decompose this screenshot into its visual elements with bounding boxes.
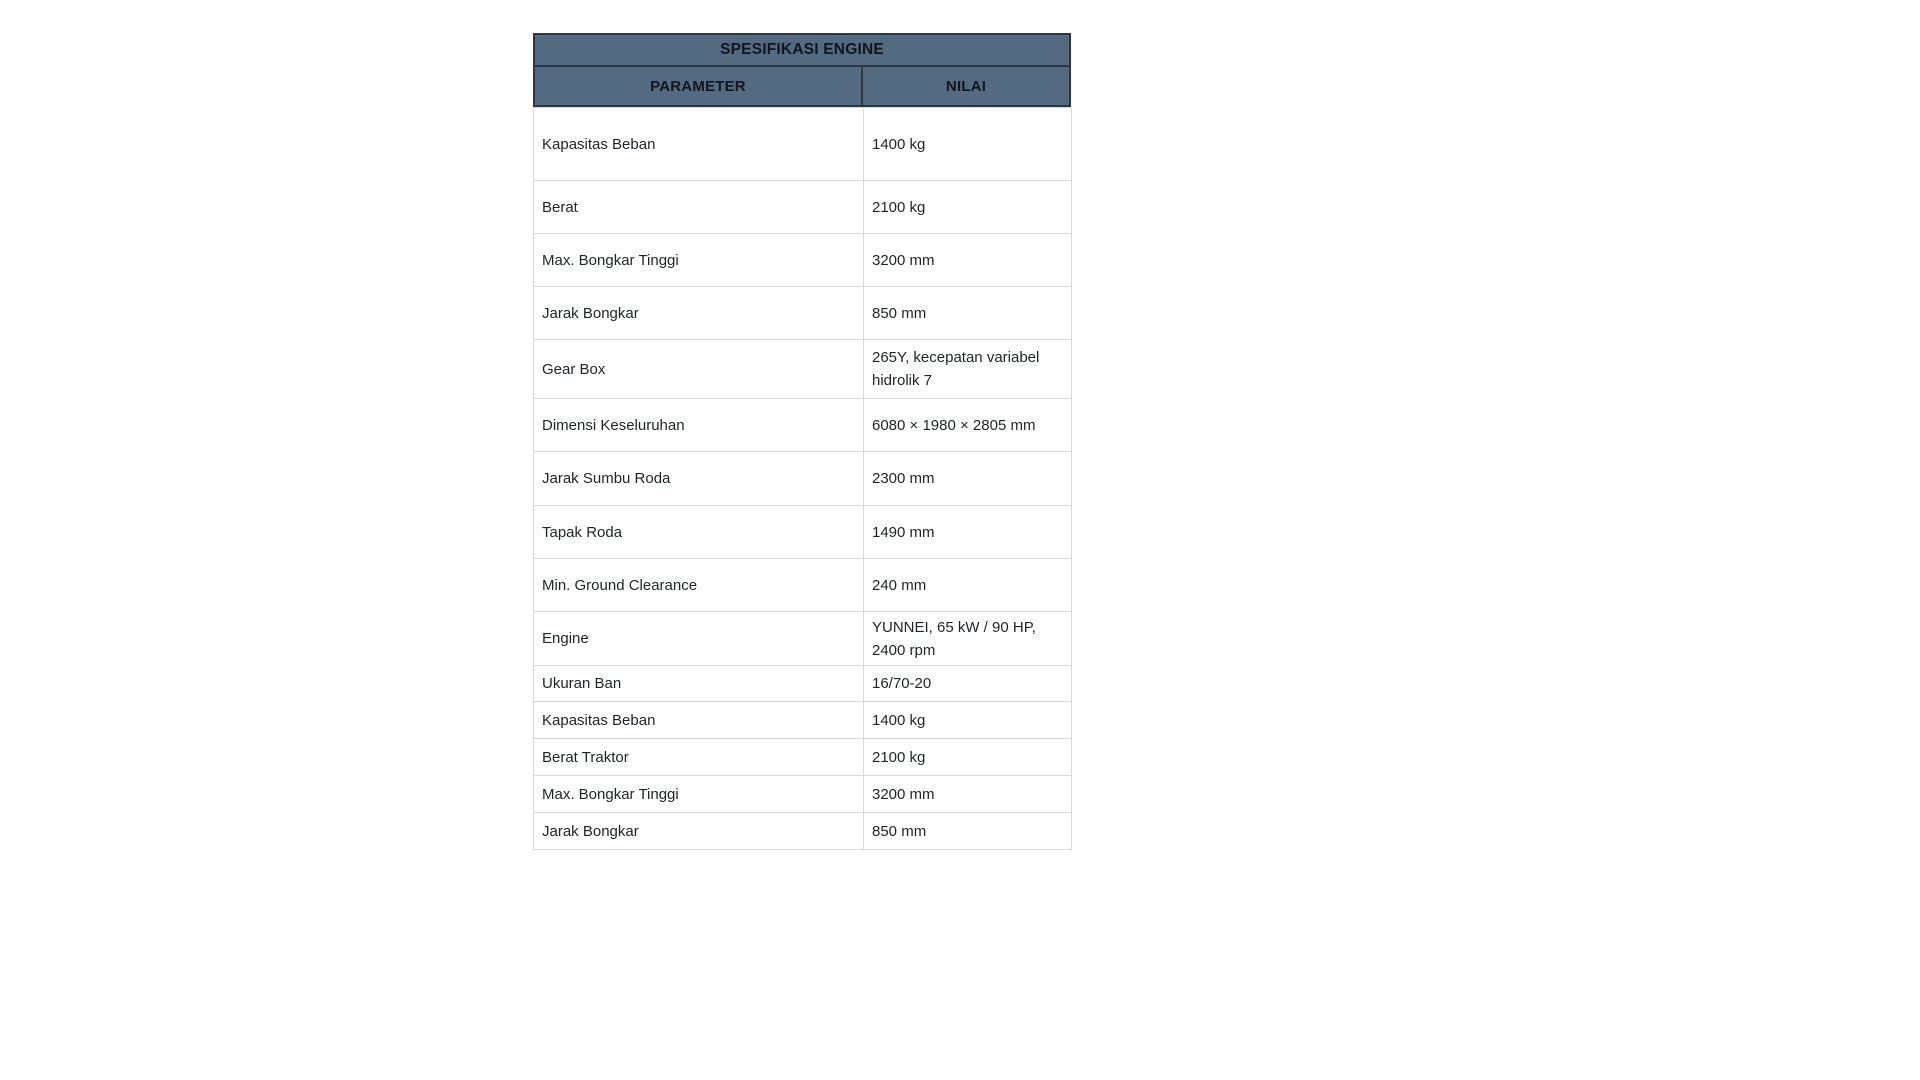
value-cell: 2300 mm	[864, 452, 1072, 506]
value-cell: 850 mm	[864, 287, 1072, 340]
table-row	[534, 399, 1072, 452]
parameter-cell: Ukuran Ban	[534, 666, 864, 702]
table-row	[534, 776, 1072, 813]
table-row	[534, 506, 1072, 559]
value-cell: 240 mm	[864, 559, 1072, 612]
parameter-cell: Tapak Roda	[534, 506, 864, 559]
parameter-cell: Dimensi Keseluruhan	[534, 399, 864, 452]
table-row	[534, 739, 1072, 776]
value-cell: 265Y, kecepatan variabel hidrolik 7	[864, 340, 1072, 399]
value-cell: 6080 × 1980 × 2805 mm	[864, 399, 1072, 452]
spec-table-header	[533, 33, 1071, 107]
parameter-cell: Berat	[534, 181, 864, 234]
parameter-cell: Jarak Bongkar	[534, 813, 864, 850]
spec-table-body	[533, 107, 1072, 850]
spec-table	[533, 33, 1071, 850]
table-row	[534, 666, 1072, 702]
value-cell: 3200 mm	[864, 776, 1072, 813]
parameter-cell: Max. Bongkar Tinggi	[534, 234, 864, 287]
column-header-nilai: NILAI	[945, 77, 987, 95]
table-row	[534, 612, 1072, 666]
table-row	[534, 287, 1072, 340]
table-row	[534, 181, 1072, 234]
table-row	[534, 340, 1072, 399]
column-header-parameter: PARAMETER	[535, 67, 863, 105]
table-row	[534, 559, 1072, 612]
table-title: SPESIFIKASI ENGINE	[535, 35, 1069, 67]
table-row	[534, 702, 1072, 739]
value-cell: 850 mm	[864, 813, 1072, 850]
parameter-cell: Min. Ground Clearance	[534, 559, 864, 612]
value-cell: 1490 mm	[864, 506, 1072, 559]
table-row	[534, 108, 1072, 181]
parameter-cell: Kapasitas Beban	[534, 702, 864, 739]
parameter-cell: Max. Bongkar Tinggi	[534, 776, 864, 813]
parameter-cell: Jarak Sumbu Roda	[534, 452, 864, 506]
parameter-cell: Gear Box	[534, 340, 864, 399]
parameter-cell: Jarak Bongkar	[534, 287, 864, 340]
value-cell: 1400 kg	[864, 702, 1072, 739]
parameter-cell: Engine	[534, 612, 864, 666]
value-cell: 16/70-20	[864, 666, 1072, 702]
table-row	[534, 813, 1072, 850]
table-row	[534, 452, 1072, 506]
value-cell: YUNNEI, 65 kW / 90 HP, 2400 rpm	[864, 612, 1072, 666]
parameter-cell: Berat Traktor	[534, 739, 864, 776]
value-cell: 2100 kg	[864, 181, 1072, 234]
value-cell: 1400 kg	[864, 108, 1072, 181]
table-row	[534, 234, 1072, 287]
parameter-cell: Kapasitas Beban	[534, 108, 864, 181]
value-cell: 3200 mm	[864, 234, 1072, 287]
value-cell: 2100 kg	[864, 739, 1072, 776]
column-header-row	[535, 67, 1069, 105]
